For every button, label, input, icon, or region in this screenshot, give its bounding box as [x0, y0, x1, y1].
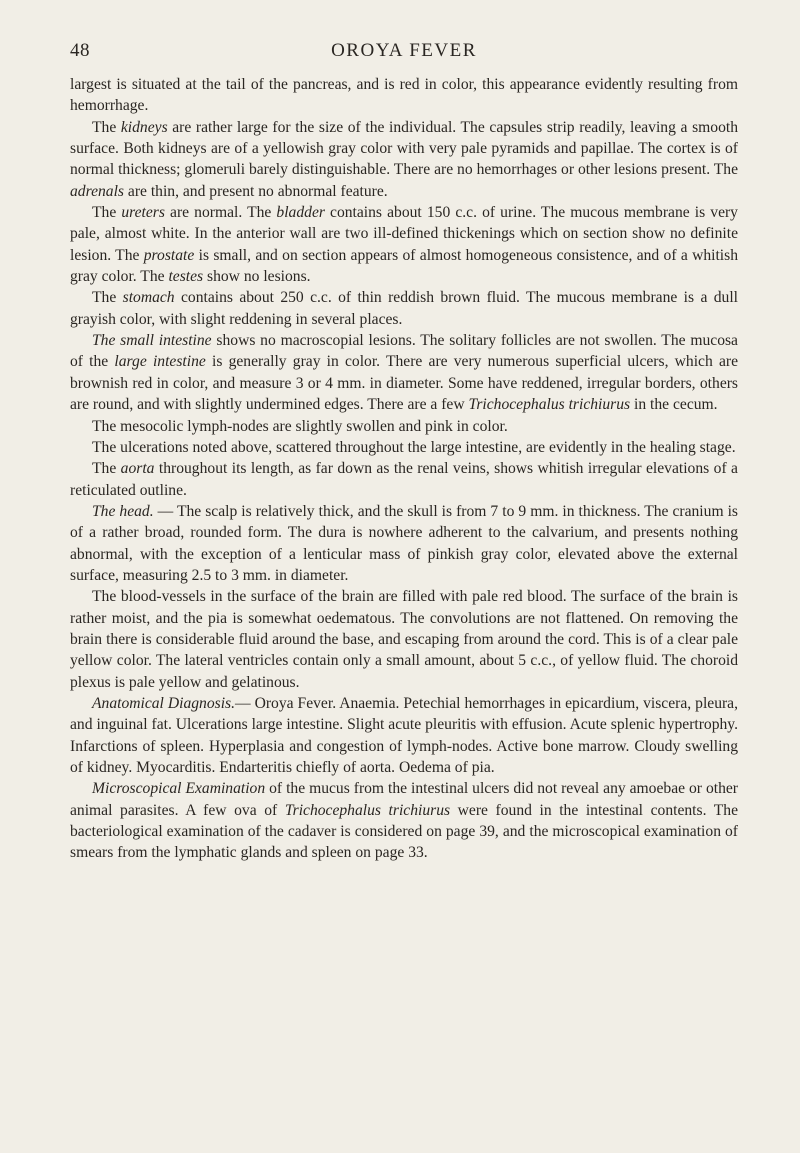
paragraph	[70, 778, 738, 863]
italic-term: The small intestine	[92, 332, 212, 350]
text-run: The	[92, 289, 123, 307]
text-run: The blood-vessels in the surface of the brain are filled with pale red blood. The surface of the brain is rather moist, and the pia is somewhat oedematous. The convolutions are not flattened. On removing the brain there is considerable fluid around the base, and escaping from around the cord. This is of a clear pale yellow color. The lateral ventricles contain only a small amount, about 5 c.c., of yellow fluid. The choroid plexus is pale yellow and gelatinous.	[70, 588, 738, 691]
text-run: The ulcerations noted above, scattered throughout the large intestine, are evidently in the healing stage.	[92, 438, 736, 456]
italic-term: Anatomical Diagnosis.	[92, 694, 236, 712]
text-run: throughout its length, as far down as the renal veins, shows whitish irregular elevations of a reticulated outline.	[70, 460, 738, 499]
paragraph	[70, 330, 738, 415]
text-run: The mesocolic lymph-nodes are slightly swollen and pink in color.	[92, 417, 508, 435]
italic-term: prostate	[143, 246, 195, 264]
text-run: is generally gray in color. There are very numerous superficial ulcers, which are brownish red in color, and measure 3 or 4 mm. in diameter. Some have reddened, irregular borders, others are round, and with slightly undermined edges. There are a few	[70, 353, 738, 414]
paragraph	[70, 74, 738, 117]
paragraph	[70, 287, 738, 330]
italic-term: adrenals	[70, 182, 124, 200]
text-run: of the mucus from the intestinal ulcers did not reveal any amoebae or other animal parasites. A few ova of	[70, 780, 738, 819]
text-run: — Oroya Fever. Anaemia. Petechial hemorrhages in epicardium, viscera, pleura, and inguinal fat. Ulcerations large intestine. Slight acute pleuritis with effusion. Acute splenic hypertrophy. Infarctions of spleen. Hyperplasia and congestion of lymph-nodes. Active bone marrow. Cloudy swelling of kidney. Myocarditis. Endarteritis chiefly of aorta. Oedema of pia.	[70, 694, 739, 776]
italic-term: Trichocephalus trichiurus	[468, 396, 631, 414]
text-run: in the cecum.	[630, 396, 718, 414]
italic-term: ureters	[121, 204, 165, 222]
text-run: contains about 250 c.c. of thin reddish brown fluid. The mucous membrane is a dull grayish color, with slight reddening in several places.	[70, 289, 738, 328]
italic-term: kidneys	[120, 118, 168, 136]
italic-term: stomach	[122, 289, 175, 307]
text-run: The	[92, 204, 122, 222]
italic-term: testes	[168, 268, 204, 286]
paragraph	[70, 693, 738, 778]
text-run: show no lesions.	[203, 268, 311, 286]
page-number: 48	[70, 40, 90, 61]
text-run: shows no macroscopial lesions. The solitary follicles are not swollen. The mucosa of the	[70, 332, 738, 371]
text-run: were found in the intestinal contents. The bacteriological examination of the cadaver is considered on page 39, and the microscopical examination of smears from the lymphatic glands and spleen on page 33.	[70, 801, 739, 862]
paragraph	[70, 416, 738, 437]
italic-term: The head.	[92, 502, 154, 520]
italic-term: large intestine	[114, 353, 206, 371]
body-text	[70, 74, 738, 864]
italic-term: Trichocephalus trichiurus	[284, 801, 451, 819]
paragraph	[70, 202, 738, 287]
italic-term: aorta	[120, 460, 155, 478]
text-run: contains about 150 c.c. of urine. The mucous membrane is very pale, almost white. In the anterior wall are two ill-defined thickenings which on section show no definite lesion. The	[70, 204, 738, 264]
paragraph	[70, 458, 738, 501]
paragraph	[70, 437, 738, 458]
text-run: are thin, and present no abnormal feature.	[124, 182, 388, 200]
text-run: largest is situated at the tail of the pancreas, and is red in color, this appearance evidently resulting from hemorrhage.	[70, 76, 738, 115]
italic-term: bladder	[276, 204, 325, 222]
text-run: is small, and on section appears of almost homogeneous consistence, and of a whitish gray color. The	[70, 246, 739, 286]
text-run: — The scalp is relatively thick, and the skull is from 7 to 9 mm. in thickness. The cranium is of a rather broad, rounded form. The dura is nowhere adherent to the calvarium, and presents nothing abnormal, with the exception of a lenticular mass of pinkish gray color, elevated above the external surface, measuring 2.5 to 3 mm. in diameter.	[70, 502, 738, 584]
text-run: are rather large for the size of the individual. The capsules strip readily, leaving a smooth surface. Both kidneys are of a yellowish gray color with very pale pyramids and papillae. The cortex is of normal thickness; glomeruli barely distinguishable. There are no hemorrhages or other lesions present. The	[70, 118, 738, 179]
text-run: are normal. The	[164, 204, 277, 222]
italic-term: Microscopical Examination	[92, 780, 266, 798]
paragraph	[70, 501, 738, 586]
paragraph	[70, 117, 738, 202]
paragraph	[70, 586, 738, 693]
running-title: OROYA FEVER	[331, 40, 477, 61]
text-run: The	[92, 118, 121, 136]
text-run: The	[92, 460, 121, 478]
page-header	[70, 34, 738, 64]
